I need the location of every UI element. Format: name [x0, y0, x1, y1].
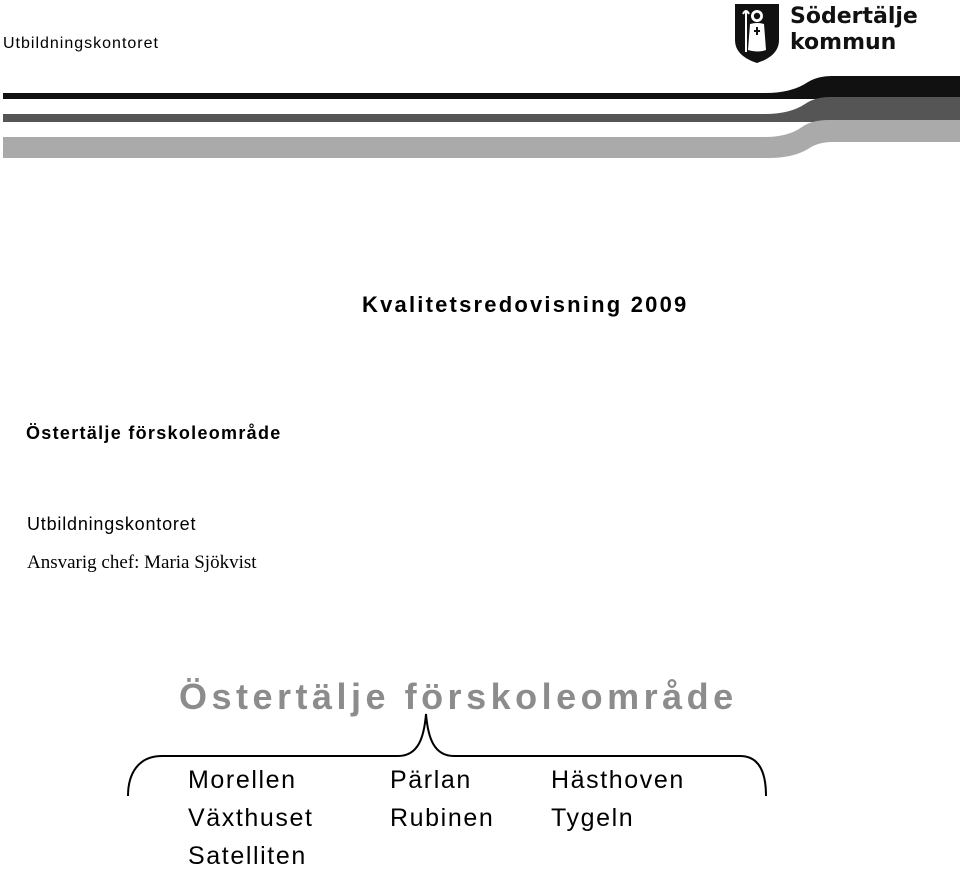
unit-name: Morellen	[188, 766, 297, 794]
unit-name: Satelliten	[188, 842, 307, 870]
logo-line-2: kommun	[790, 30, 897, 55]
document-title: Kvalitetsredovisning 2009	[362, 292, 689, 317]
unit-name: Rubinen	[390, 804, 495, 832]
saint-shield-icon	[732, 2, 782, 64]
unit-name: Hästhoven	[551, 766, 685, 794]
municipality-logo	[732, 2, 918, 64]
unit-name: Pärlan	[390, 766, 472, 794]
unit-name: Växthuset	[188, 804, 314, 832]
unit-name: Tygeln	[551, 804, 635, 832]
header-department: Utbildningskontoret	[3, 35, 159, 52]
logo-line-1: Södertälje	[790, 4, 918, 29]
office-name: Utbildningskontoret	[27, 514, 197, 534]
decorative-stripes	[0, 76, 960, 160]
area-title: Östertälje förskoleområde	[26, 423, 282, 443]
diagram-heading: Östertälje förskoleområde	[179, 676, 738, 717]
responsible-manager: Ansvarig chef: Maria Sjökvist	[27, 552, 257, 573]
